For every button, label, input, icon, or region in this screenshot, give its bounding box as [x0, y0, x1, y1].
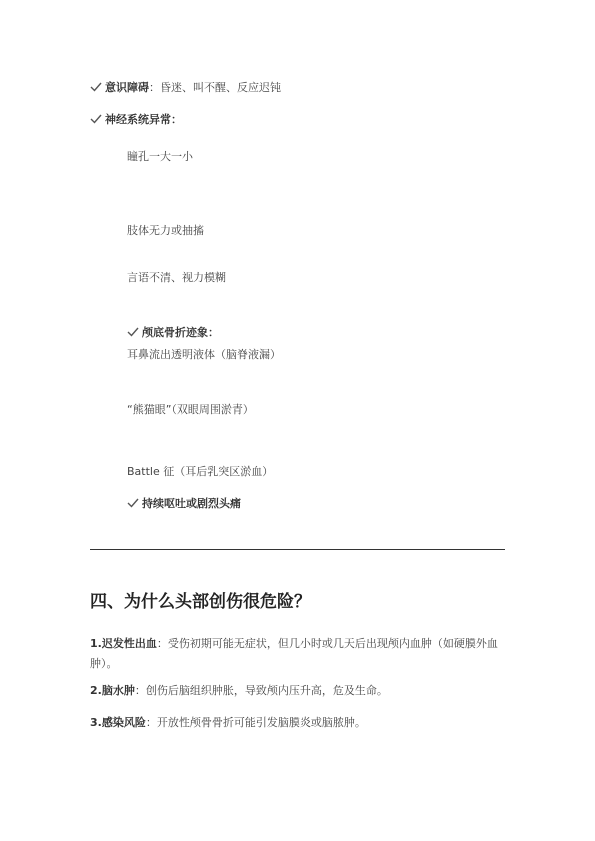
symptom-consciousness-label: 意识障碍: [105, 81, 149, 94]
danger-point-text: ：开放性颅骨骨折可能引发脑膜炎或脑脓肿。: [145, 716, 366, 729]
danger-point-3: [90, 713, 510, 733]
danger-point-1: [90, 634, 510, 674]
danger-point-label: 1.迟发性出血: [90, 637, 157, 650]
nervous-item: 瞳孔一大一小: [127, 150, 193, 163]
nervous-item: 肢体无力或抽搐: [127, 224, 204, 237]
skull-base-item: “熊猫眼”（双眼周围淤青）: [127, 403, 254, 416]
section-title: 四、为什么头部创伤很危险？: [90, 592, 311, 612]
symptom-vomit-label: 持续呕吐或剧烈头痛: [142, 497, 241, 510]
skull-base-item: Battle 征（耳后乳突区淤血）: [127, 465, 274, 478]
symptom-consciousness-text: ：昏迷、叫不醒、反应迟钝: [149, 81, 281, 94]
danger-point-text: ：受伤初期可能无症状，但几小时或几天后出现颅内血肿（如硬膜外血肿）。: [90, 637, 498, 670]
symptom-consciousness: [90, 80, 281, 96]
symptom-nervous-label: 神经系统异常：: [105, 113, 182, 126]
nervous-item: 言语不清、视力模糊: [127, 271, 226, 284]
check-icon: [90, 114, 102, 124]
danger-point-label: 3.感染风险: [90, 716, 146, 729]
danger-point-2: [90, 681, 510, 701]
skull-base-item: 耳鼻流出透明液体（脑脊液漏）: [127, 348, 281, 361]
check-icon: [127, 327, 139, 337]
danger-point-text: ：创伤后脑组织肿胀，导致颅内压升高，危及生命。: [134, 684, 388, 697]
symptom-skull-base-heading: [127, 325, 219, 341]
symptom-nervous-heading: [90, 112, 182, 128]
symptom-vomit: [127, 496, 241, 512]
symptom-skull-base-label: 颅底骨折迹象：: [142, 326, 219, 339]
danger-point-label: 2.脑水肿: [90, 684, 135, 697]
section-divider: [90, 549, 505, 550]
check-icon: [127, 498, 139, 508]
check-icon: [90, 82, 102, 92]
